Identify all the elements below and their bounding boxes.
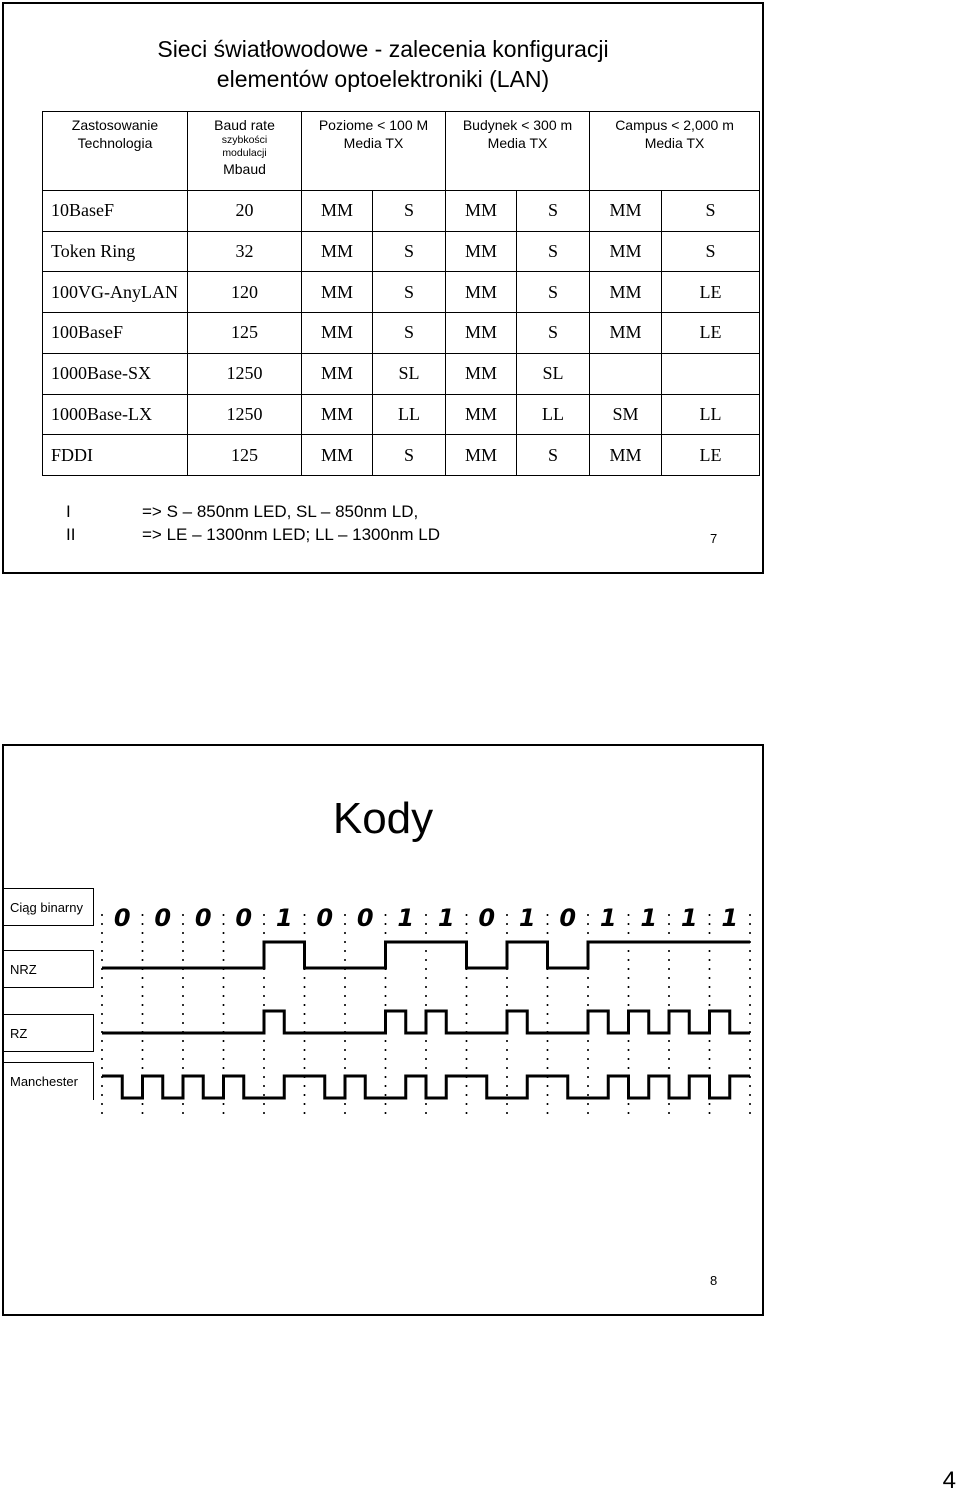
header-campus: Campus < 2,000 m Media TX: [590, 112, 760, 191]
bit-digit: 1: [437, 904, 455, 932]
slide-fiber-config: [2, 2, 764, 574]
slide-title: Kody: [332, 794, 434, 843]
slide-title-line2: elementów optoelektroniki (LAN): [216, 66, 550, 92]
bit-digit: 1: [518, 904, 536, 932]
bit-digit: 1: [640, 904, 658, 932]
header-horizontal: Poziome < 100 M Media TX: [302, 112, 446, 191]
bit-digit: 1: [721, 904, 739, 932]
manchester-waveform: [102, 1076, 750, 1098]
table-row: 100BaseF 125 MM S MM S MM LE: [43, 313, 760, 354]
bit-digit: 1: [275, 904, 293, 932]
header-baud-rate: Baud rate szybkości modulacji Mbaud: [188, 112, 302, 191]
legend-text-1: => S – 850nm LED, SL – 850nm LD,: [142, 502, 419, 521]
lan-config-table: [42, 111, 760, 476]
label-manchester: Manchester: [4, 1062, 94, 1100]
slide-page-number: 7: [710, 531, 718, 546]
document-page-number: 4: [942, 1467, 956, 1494]
table-row: FDDI 125 MM S MM S MM LE: [43, 435, 760, 476]
bit-digit: 0: [478, 904, 496, 932]
label-rz: RZ: [4, 1014, 94, 1052]
bit-digit: 1: [397, 904, 415, 932]
table-row: 100VG-AnyLAN 120 MM S MM S MM LE: [43, 272, 760, 313]
bit-digit: 0: [235, 904, 253, 932]
bit-digit: 0: [194, 904, 212, 932]
table-row: Token Ring 32 MM S MM S MM S: [43, 231, 760, 272]
bit-digit: 0: [559, 904, 577, 932]
table-header-row: [43, 112, 760, 191]
slide-title-line1: Sieci światłowodowe - zalecenia konfiguracji: [157, 36, 609, 62]
slide-page-number: 8: [710, 1273, 718, 1288]
legend-num-1: I: [66, 502, 71, 521]
slide-title: [4, 34, 762, 94]
bit-digit: 1: [599, 904, 617, 932]
header-building: Budynek < 300 m Media TX: [446, 112, 590, 191]
label-binary-sequence: Ciąg binarny: [4, 888, 94, 926]
line-codes-diagram: [4, 746, 762, 1314]
rz-waveform: [102, 1011, 750, 1033]
header-application: Zastosowanie Technologia: [43, 112, 188, 191]
table-row: 1000Base-SX 1250 MM SL MM SL: [43, 353, 760, 394]
bit-digit: 0: [154, 904, 172, 932]
legend-text-2: => LE – 1300nm LED; LL – 1300nm LD: [142, 525, 441, 544]
label-nrz: NRZ: [4, 950, 94, 988]
legend-num-2: II: [66, 525, 76, 544]
nrz-waveform: [102, 942, 750, 968]
bit-digit: 0: [316, 904, 334, 932]
bit-digit: 0: [356, 904, 374, 932]
table-row: 10BaseF 20 MM S MM S MM S: [43, 191, 760, 232]
bit-digit: 1: [680, 904, 698, 932]
bit-digit: 0: [113, 904, 131, 932]
slide-line-codes: [2, 744, 764, 1316]
table-row: 1000Base-LX 1250 MM LL MM LL SM LL: [43, 394, 760, 435]
